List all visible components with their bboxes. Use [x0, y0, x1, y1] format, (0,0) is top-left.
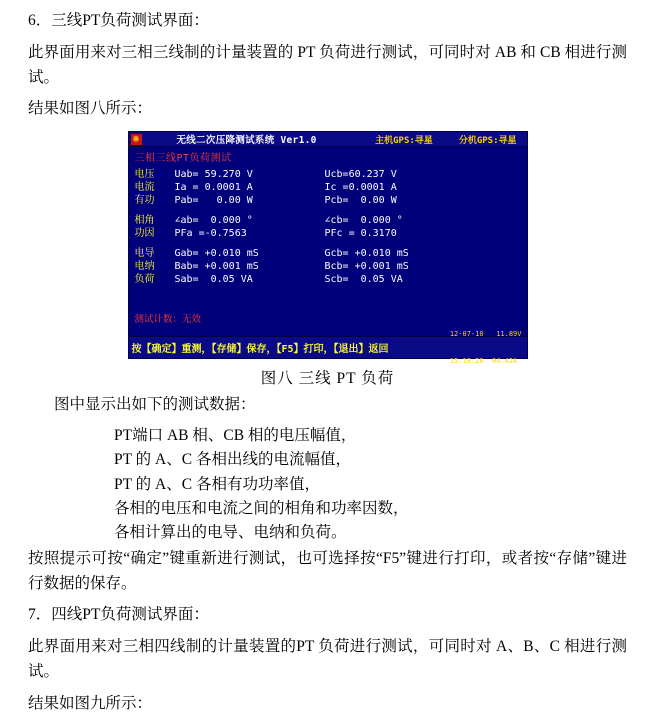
- device-test-count-note: 测试计数：无效: [134, 314, 202, 326]
- section-7-heading: 7．四线PT负荷测试界面：: [28, 606, 209, 624]
- measurement-label: 有功: [134, 195, 155, 207]
- measurement-value-a: Gab= +0.010 mS: [174, 248, 259, 260]
- measurement-value-a: Uab= 59.270 V: [174, 169, 253, 181]
- section-6-paragraph-2: 结果如图八所示：: [28, 100, 153, 118]
- device-logo-icon: ※: [131, 134, 142, 145]
- device-key-hint: 按【确定】重测，【存储】保存，【F5】打印，【退出】返回: [131, 344, 389, 356]
- measurement-value-a: Sab= 0.05 VA: [174, 274, 253, 286]
- device-subtitle: 三相三线PT负荷测试: [134, 153, 232, 165]
- section-6-paragraph-1: 此界面用来对三相三线制的计量装置的 PT 负荷进行测试，可同时对 AB 和 CB 相进行测试。: [28, 44, 627, 87]
- measurement-row: [134, 165, 521, 181]
- device-clock-line-1: 12-07-10 11.89V: [449, 330, 522, 339]
- measurement-label: 电纳: [134, 261, 155, 273]
- section-6-heading: 6．三线PT负荷测试界面：: [28, 12, 209, 29]
- measurement-value-c: Ic =0.0001 A: [324, 182, 397, 194]
- section-6-instructions: 按照提示可按“确定”键重新进行测试，也可选择按“F5”键进行打印，或者按“存储”键进行数据的保存。: [28, 549, 627, 593]
- measurement-label: 电压: [134, 169, 155, 181]
- measurement-value-c: Bcb= +0.001 mS: [324, 261, 409, 273]
- measurement-label: 电导: [134, 248, 155, 260]
- gps-remote-status: 分机GPS:寻星: [458, 135, 517, 146]
- device-title: 无线二次压降测试系统 Ver1.0: [176, 135, 317, 147]
- device-clock-battery: [450, 313, 524, 383]
- section-7-paragraph-2: 结果如图九所示：: [28, 694, 153, 712]
- device-measurement-grid: [129, 165, 527, 286]
- list-item: 各相计算出的电导、电纳和负荷。: [114, 524, 347, 542]
- measurement-value-a: Ia = 0.0001 A: [174, 182, 253, 194]
- measurement-label: 功因: [134, 228, 155, 240]
- measurement-value-c: ∠cb= 0.000 °: [324, 215, 403, 227]
- measurement-value-c: Pcb= 0.00 W: [324, 195, 397, 207]
- section-7-paragraph-1: 此界面用来对三相四线制的计量装置的PT 负荷进行测试，可同时对 A、B、C 相进行测试。: [28, 638, 627, 681]
- list-item: PT端口 AB 相、CB 相的电压幅值，: [114, 426, 357, 444]
- measurement-label: 负荷: [134, 274, 155, 286]
- measurement-value-a: Pab= 0.00 W: [174, 195, 253, 207]
- device-clock-line-2: 15:18:28 04.42A: [449, 356, 518, 365]
- device-title-bar: [129, 132, 527, 147]
- measurement-value-a: ∠ab= 0.000 °: [174, 215, 253, 227]
- measurement-label: 电流: [134, 182, 155, 194]
- measurement-value-a: Bab= +0.001 mS: [174, 261, 259, 273]
- list-item: PT 的 A、C 各相出线的电流幅值，: [114, 451, 351, 469]
- device-gps-status: [375, 133, 524, 146]
- device-status-bar: [129, 330, 527, 365]
- measurement-value-c: Ucb=60.237 V: [324, 169, 397, 181]
- measurement-value-c: Scb= 0.05 VA: [324, 274, 403, 286]
- device-screenshot: [128, 131, 528, 365]
- measurement-row: [134, 244, 521, 260]
- measurement-value-c: Gcb= +0.010 mS: [324, 248, 409, 260]
- measurement-row: [134, 211, 521, 227]
- figure-lead-in: 图中显示出如下的测试数据：: [54, 396, 256, 414]
- list-item: 各相的电压和电流之间的相角和功率因数，: [114, 500, 409, 517]
- measurement-value-c: PFc = 0.3170: [324, 228, 397, 240]
- figure-caption: 图八 三线 PT 负荷: [260, 370, 395, 388]
- measurement-value-a: PFa =-0.7563: [174, 228, 247, 240]
- measurement-label: 相角: [134, 215, 155, 227]
- list-item: PT 的 A、C 各相有功功率值，: [114, 475, 320, 493]
- gps-host-status: 主机GPS:寻星: [375, 135, 433, 146]
